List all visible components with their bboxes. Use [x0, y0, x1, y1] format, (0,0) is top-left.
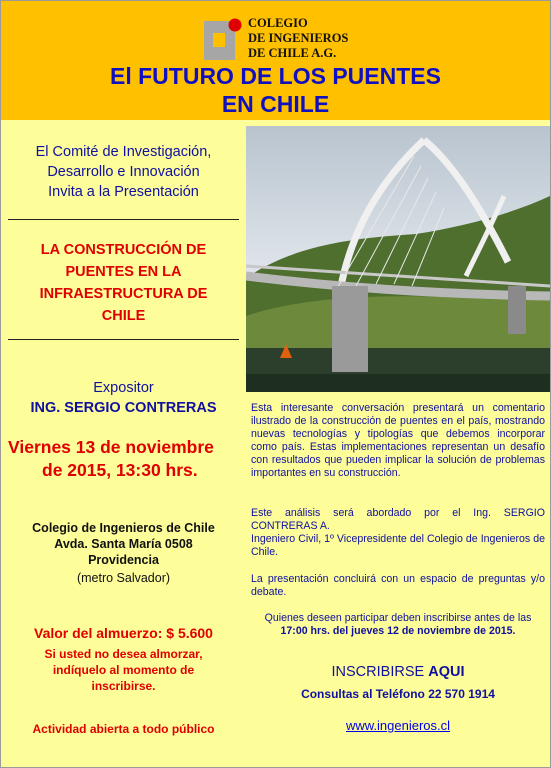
- lunch-note-line: Si usted no desea almorzar,: [44, 647, 203, 661]
- venue-commune: Providencia: [88, 553, 159, 567]
- logo-line: DE CHILE A.G.: [248, 46, 337, 60]
- lunch-note-line: inscribirse.: [91, 679, 156, 693]
- topic-line: CHILE: [101, 308, 146, 324]
- page-title-line-2: EN CHILE: [221, 91, 330, 117]
- closing-paragraph: La presentación concluirá con un espacio de preguntas y/o debate.: [251, 573, 545, 598]
- page-title-line-1: El FUTURO DE LOS PUENTES: [110, 63, 441, 89]
- invite-text: [1, 142, 246, 202]
- venue-metro: (metro Salvador): [76, 571, 171, 585]
- presentation-topic: [1, 239, 246, 327]
- lunch-price: Valor del almuerzo: $ 5.600: [34, 625, 213, 641]
- divider-line: [8, 219, 239, 220]
- speaker-description: [251, 507, 545, 559]
- bridge-photo: [246, 126, 550, 392]
- event-date-line-2: de 2015, 13:30 hrs.: [42, 460, 198, 480]
- topic-line: LA CONSTRUCCIÓN DE: [40, 242, 207, 258]
- event-date-line-1: Viernes 13 de noviembre: [8, 437, 214, 457]
- venue-address: Avda. Santa María 0508: [54, 537, 193, 551]
- header-band: [1, 1, 550, 120]
- college-logo-icon: [204, 18, 242, 60]
- logo-line: DE INGENIEROS: [248, 31, 349, 45]
- speaker-label: Expositor: [93, 380, 154, 396]
- deadline-date: 17:00 hrs. del jueves 12 de noviembre de 2015.: [280, 625, 516, 637]
- event-description: [251, 402, 545, 480]
- topic-line: PUENTES EN LA: [65, 264, 182, 280]
- contact-phone: Consultas al Teléfono 22 570 1914: [301, 687, 495, 701]
- speaker-description-line: Este análisis será abordado por el Ing. SERGIO CONTRERAS A.: [251, 507, 545, 532]
- registration-deadline: [246, 612, 550, 638]
- register-link[interactable]: AQUI: [428, 664, 465, 680]
- left-column: [1, 120, 246, 767]
- lunch-note-line: indíquelo al momento de: [52, 663, 195, 677]
- invite-line: El Comité de Investigación,: [35, 144, 212, 160]
- logo-line: COLEGIO: [248, 16, 308, 30]
- register-label: INSCRIBIRSE: [331, 664, 425, 680]
- register-line: [246, 664, 550, 680]
- speaker-name: ING. SERGIO CONTRERAS: [30, 400, 217, 416]
- topic-line: INFRAESTRUCTURA DE: [39, 286, 208, 302]
- speaker-description-line: Ingeniero Civil, 1º Vicepresidente del Colegio de Ingenieros de Chile.: [251, 533, 545, 558]
- college-logo-text: [248, 16, 348, 61]
- venue-name: Colegio de Ingenieros de Chile: [32, 521, 215, 535]
- invite-line: Desarrollo e Innovación: [47, 164, 200, 180]
- invite-line: Invita a la Presentación: [48, 184, 199, 200]
- website-link[interactable]: www.ingenieros.cl: [345, 718, 451, 733]
- divider-line: [8, 339, 239, 340]
- deadline-text: Quienes deseen participar deben inscribirse antes de las: [264, 612, 532, 624]
- description-paragraph: Esta interesante conversación presentará un comentario ilustrado de la construcción de puentes en el país, mostrando nuevas tecnologías y tipologías que debemos incorporar como país. Estas implementaciones representan un desafío con resultados que pueden implicar la solución de problemas importantes en su construcción.: [251, 402, 545, 479]
- closing-description: [251, 573, 545, 599]
- open-activity-note: Actividad abierta a todo público: [32, 722, 215, 736]
- lunch-note: [1, 646, 246, 694]
